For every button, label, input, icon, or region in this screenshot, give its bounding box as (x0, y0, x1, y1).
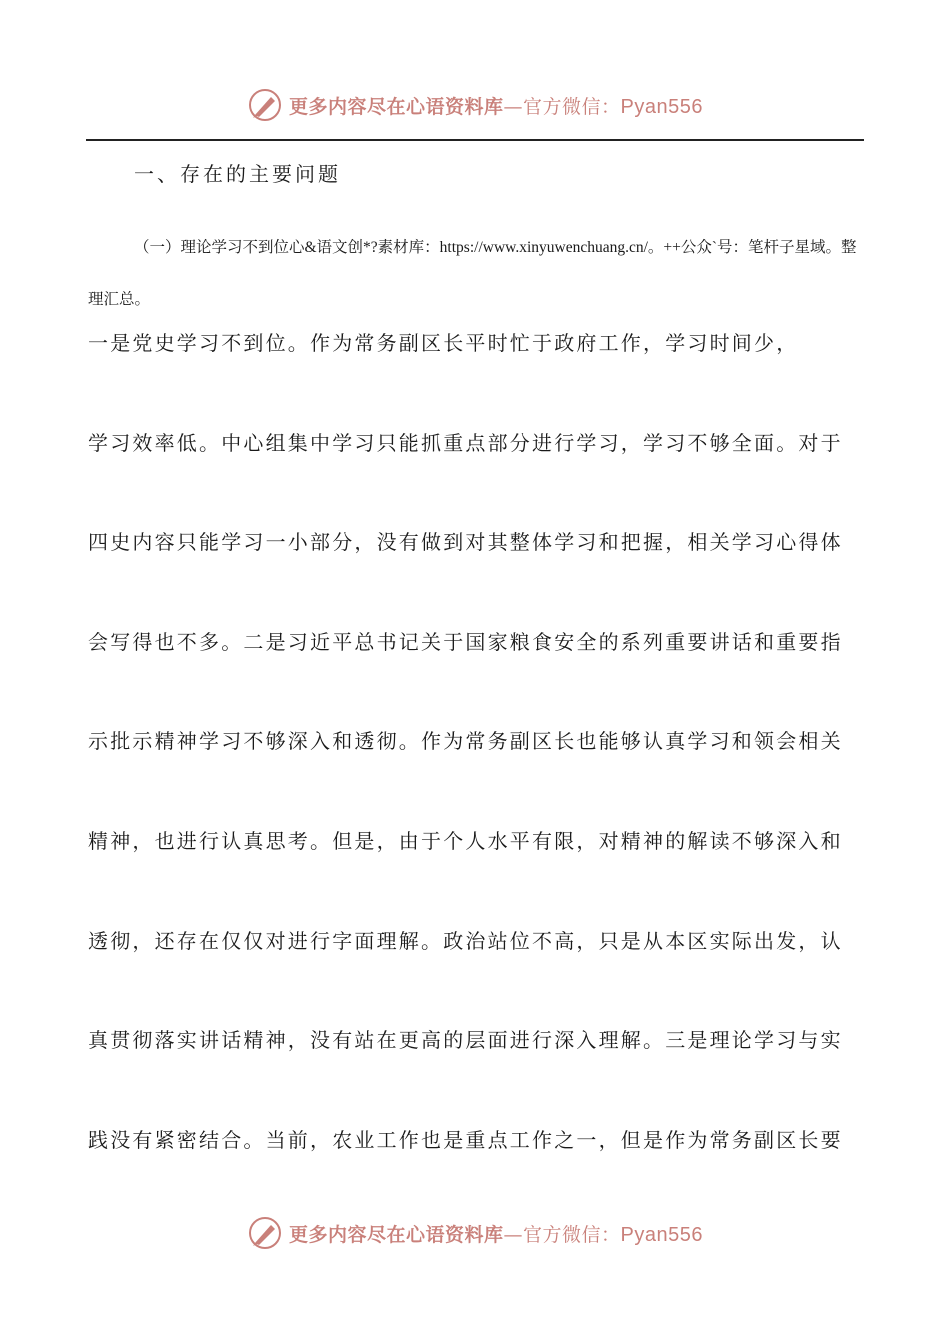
footer-dash: — (503, 1223, 524, 1246)
header-rule (86, 139, 864, 141)
body-line: 真贯彻落实讲话精神，没有站在更高的层面进行深入理解。三是理论学习与实 (88, 1028, 843, 1052)
section-heading: 一、存在的主要问题 (134, 162, 341, 186)
body-line: 示批示精神学习不够深入和透彻。作为常务副区长也能够认真学习和领会相关 (88, 729, 843, 753)
banner-official: 官方微信： (523, 95, 621, 118)
pen-logo-icon (247, 1215, 283, 1251)
body-line: 学习效率低。中心组集中学习只能抓重点部分进行学习，学习不够全面。对于 (88, 431, 843, 455)
body-line: 精神，也进行认真思考。但是，由于个人水平有限，对精神的解读不够深入和 (88, 829, 843, 853)
footer-official: 官方微信： (523, 1223, 621, 1246)
body-line: 四史内容只能学习一小部分，没有做到对其整体学习和把握，相关学习心得体 (88, 530, 843, 554)
pen-logo-icon (247, 87, 283, 123)
banner-wechat-id: Pyan556 (620, 95, 703, 118)
banner-dash: — (503, 95, 524, 118)
subsection-heading: （一）理论学习不到位心&语文创*?素材库：https://www.xinyuwenchuang.cn/。++公众`号：笔杆子星域。整理汇总。 (88, 239, 857, 308)
body-line: 一是党史学习不到位。作为常务副区长平时忙于政府工作，学习时间少， (88, 331, 799, 355)
body-line: 会写得也不多。二是习近平总书记关于国家粮食安全的系列重要讲话和重要指 (88, 630, 843, 654)
header-banner (0, 80, 950, 130)
footer-wechat-id: Pyan556 (620, 1223, 703, 1246)
body-line: 透彻，还存在仅仅对进行字面理解。政治站位不高，只是从本区实际出发，认 (88, 929, 843, 953)
body-line: 践没有紧密结合。当前，农业工作也是重点工作之一，但是作为常务副区长要 (88, 1128, 843, 1152)
footer-brand: 更多内容尽在心语资料库 (289, 1223, 504, 1246)
footer-banner (0, 1208, 950, 1258)
banner-brand: 更多内容尽在心语资料库 (289, 95, 504, 118)
